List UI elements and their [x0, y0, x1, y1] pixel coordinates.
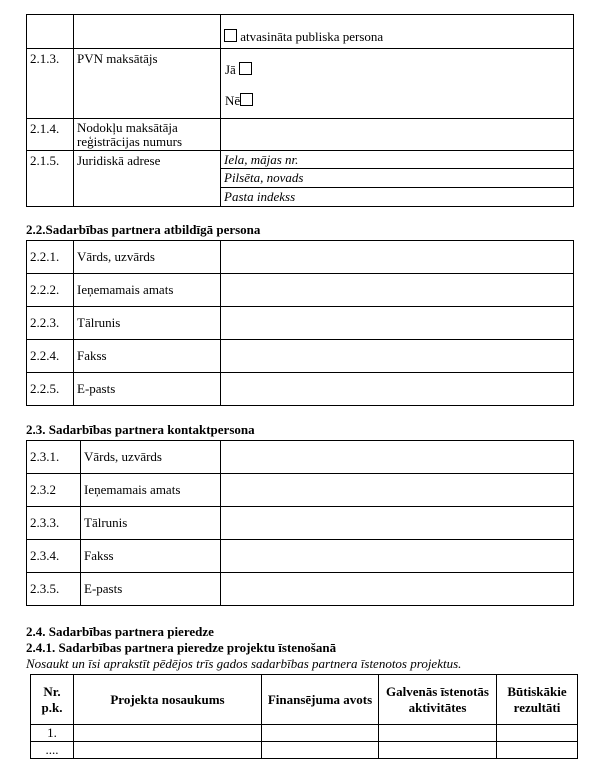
email-label: E-pasts — [74, 373, 221, 406]
section-2-3-title: 2.3. Sadarbības partnera kontaktpersona — [26, 422, 255, 437]
activities-cell[interactable] — [379, 742, 497, 759]
position-input[interactable] — [221, 474, 574, 507]
row-num: 2.3.3. — [27, 507, 81, 540]
row-num: 2.3.2 — [27, 474, 81, 507]
tax-number-label: Nodokļu maksātāja reģistrācijas numurs — [74, 119, 221, 151]
row-num: 2.1.3. — [27, 49, 74, 119]
project-name-cell[interactable] — [74, 725, 262, 742]
results-cell[interactable] — [497, 725, 578, 742]
phone-input[interactable] — [221, 507, 574, 540]
funding-cell[interactable] — [262, 725, 379, 742]
row-num: 2.2.5. — [27, 373, 74, 406]
email-input[interactable] — [221, 573, 574, 606]
row-num: 2.3.4. — [27, 540, 81, 573]
tax-number-input[interactable] — [221, 119, 574, 151]
row-label-cell — [74, 15, 221, 49]
header-nr: Nr. p.k. — [31, 675, 74, 725]
section-2-4-title: 2.4. Sadarbības partnera pieredze — [26, 624, 214, 639]
address-fields-cell — [221, 151, 574, 207]
vat-payer-label: PVN maksātājs — [74, 49, 221, 119]
results-cell[interactable] — [497, 742, 578, 759]
fax-input[interactable] — [221, 540, 574, 573]
postal-code-field[interactable]: Pasta indekss — [224, 189, 296, 204]
row-nr: 1. — [31, 725, 74, 742]
contact-person-table — [26, 440, 574, 606]
row-num-cell — [27, 15, 74, 49]
position-label: Ieņemamais amats — [81, 474, 221, 507]
street-field[interactable]: Iela, mājas nr. — [221, 151, 573, 169]
project-name-cell[interactable] — [74, 742, 262, 759]
header-activities: Galvenās īstenotās aktivitātes — [379, 675, 497, 725]
name-input[interactable] — [221, 241, 574, 274]
yes-option-label: Jā — [225, 62, 236, 77]
section-2-2-title: 2.2.Sadarbības partnera atbildīgā persona — [26, 222, 261, 237]
fax-label: Fakss — [74, 340, 221, 373]
header-funding-source: Finansējuma avots — [262, 675, 379, 725]
position-input[interactable] — [221, 274, 574, 307]
section-2-4-1-title: 2.4.1. Sadarbības partnera pieredze projektu īstenošanā — [26, 640, 337, 655]
funding-cell[interactable] — [262, 742, 379, 759]
table-row — [31, 725, 578, 742]
no-checkbox-icon[interactable] — [240, 93, 253, 106]
legal-address-label: Juridiskā adrese — [74, 151, 221, 207]
instruction-text: Nosaukt un īsi aprakstīt pēdējos trīs gados sadarbības partnera īstenotos projektus. — [26, 656, 462, 671]
position-label: Ieņemamais amats — [74, 274, 221, 307]
option-cell — [221, 15, 574, 49]
table-row — [31, 742, 578, 759]
name-label: Vārds, uzvārds — [81, 441, 221, 474]
phone-label: Tālrunis — [81, 507, 221, 540]
row-num: 2.2.2. — [27, 274, 74, 307]
phone-label: Tālrunis — [74, 307, 221, 340]
phone-input[interactable] — [221, 307, 574, 340]
no-option-label: Nē — [225, 93, 241, 108]
public-person-option-label: atvasināta publiska persona — [240, 29, 384, 44]
email-label: E-pasts — [81, 573, 221, 606]
activities-cell[interactable] — [379, 725, 497, 742]
header-results: Būtiskākie rezultāti — [497, 675, 578, 725]
row-num: 2.1.5. — [27, 151, 74, 207]
header-project-name: Projekta nosaukums — [74, 675, 262, 725]
row-num: 2.3.1. — [27, 441, 81, 474]
yes-checkbox-icon[interactable] — [239, 62, 252, 75]
legal-info-table — [26, 14, 574, 207]
email-input[interactable] — [221, 373, 574, 406]
city-field[interactable]: Pilsēta, novads — [221, 169, 573, 188]
vat-options-cell — [221, 49, 574, 119]
checkbox-icon[interactable] — [224, 29, 237, 42]
row-num: 2.1.4. — [27, 119, 74, 151]
name-label: Vārds, uzvārds — [74, 241, 221, 274]
row-num: 2.2.4. — [27, 340, 74, 373]
name-input[interactable] — [221, 441, 574, 474]
row-num: 2.3.5. — [27, 573, 81, 606]
projects-table — [30, 674, 578, 759]
fax-input[interactable] — [221, 340, 574, 373]
row-num: 2.2.3. — [27, 307, 74, 340]
row-nr: .... — [31, 742, 74, 759]
responsible-person-table — [26, 240, 574, 406]
row-num: 2.2.1. — [27, 241, 74, 274]
fax-label: Fakss — [81, 540, 221, 573]
